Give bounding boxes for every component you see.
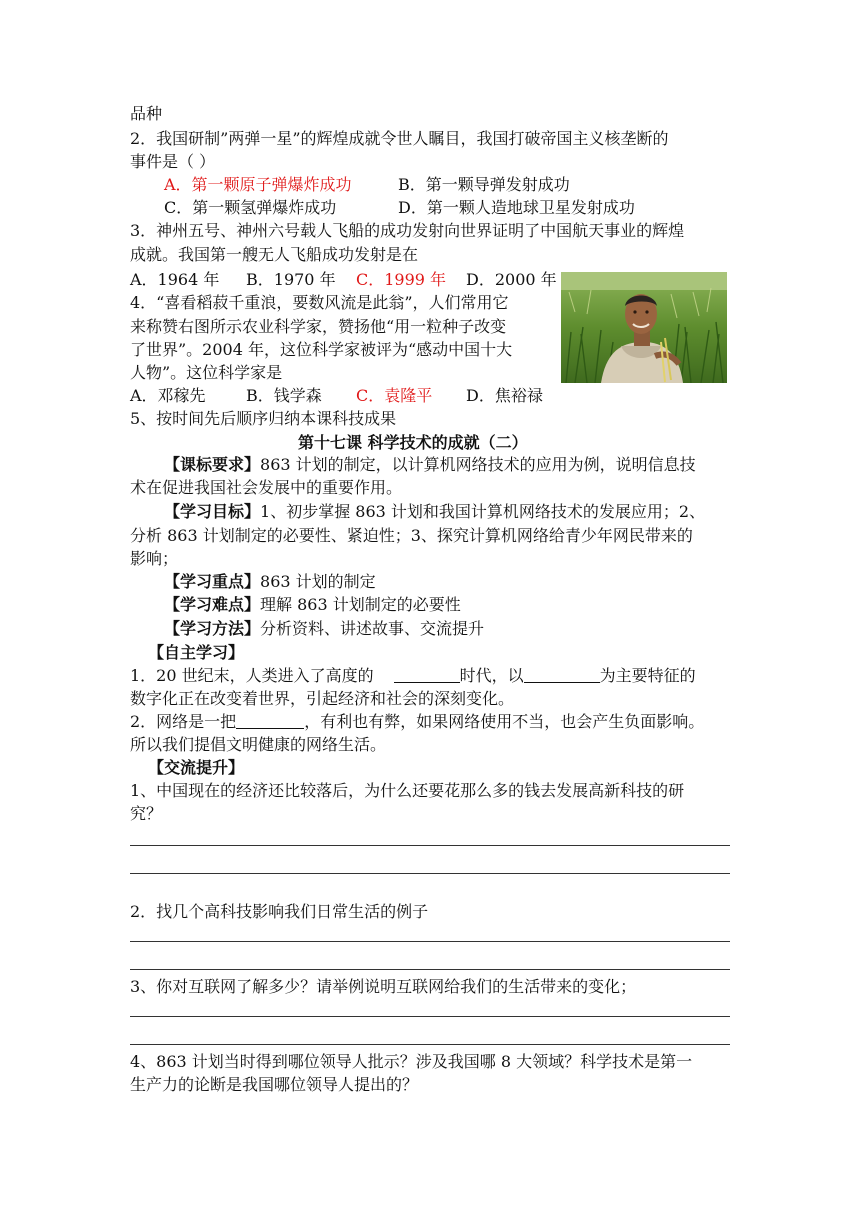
answer-line[interactable]: [130, 845, 730, 846]
q4-option-d: D．焦裕禄: [466, 386, 543, 405]
jiaoliu-q2: 2．找几个高科技影响我们日常生活的例子: [130, 902, 429, 921]
answer-line[interactable]: [130, 1044, 730, 1045]
top-fragment: 品种: [130, 104, 163, 123]
zhongdian-label: 【学习重点】: [164, 572, 261, 591]
q3-line1: 3．神州五号、神州六号载人飞船的成功发射向世界证明了中国航天事业的辉煌: [130, 221, 685, 240]
jiaoliu-label: 【交流提升】: [148, 758, 245, 777]
zizhu-q2-part-b: ，有利也有弊，如果网络使用不当，也会产生负面影响。: [304, 712, 705, 731]
fangfa-text: 分析资料、讲述故事、交流提升: [260, 619, 485, 638]
fill-blank[interactable]: [524, 666, 600, 683]
zizhu-q1-part-c: 为主要特征的: [599, 666, 696, 685]
zizhu-q1-line1: [130, 664, 696, 688]
rice-scientist-photo: [561, 272, 727, 383]
answer-line[interactable]: [130, 969, 730, 970]
answer-line[interactable]: [130, 941, 730, 942]
nandian-label: 【学习难点】: [164, 595, 261, 614]
kebiao-line2: 术在促进我国社会发展中的重要作用。: [130, 478, 403, 497]
q5-line: 5、按时间先后顺序归纳本课科技成果: [130, 409, 397, 428]
jiaoliu-q1-line1: 1、中国现在的经济还比较落后，为什么还要花那么多的钱去发展高新科技的研: [130, 781, 685, 800]
q3-option-d: D．2000 年: [466, 270, 557, 289]
q3-option-b: B．1970 年: [246, 270, 336, 289]
kebiao-text1: 863 计划的制定，以计算机网络技术的应用为例，说明信息技: [260, 455, 696, 474]
fill-blank[interactable]: [394, 666, 460, 683]
kebiao-label: 【课标要求】: [164, 455, 261, 474]
q2-line2: 事件是（ ）: [130, 152, 216, 171]
jiaoliu-q4-line2: 生产力的论断是我国哪位领导人提出的？: [130, 1075, 419, 1094]
jiaoliu-q1-line2: 究？: [130, 804, 163, 823]
q2-option-d: D．第一颗人造地球卫星发射成功: [398, 198, 635, 217]
nandian-text: 理解 863 计划制定的必要性: [260, 595, 461, 614]
kebiao-line1: [164, 453, 696, 477]
mubiao-text1: 1、初步掌握 863 计划和我国计算机网络技术的发展应用；2、: [260, 502, 706, 521]
lesson-title: 第十七课 科学技术的成就（二）: [298, 433, 528, 452]
fangfa-label: 【学习方法】: [164, 619, 261, 638]
mubiao-line2: 分析 863 计划制定的必要性、紧迫性；3、探究计算机网络给青少年网民带来的: [130, 526, 693, 545]
q4-line2: 来称赞右图所示农业科学家，赞扬他“用一粒种子改变: [130, 317, 507, 336]
q2-option-c: C．第一颗氢弹爆炸成功: [164, 198, 337, 217]
zizhu-q1-part-a: 1．20 世纪末，人类进入了高度的: [130, 666, 374, 685]
q4-line1: 4．“喜看稻菽千重浪，要数风流是此翁”，人们常用它: [130, 293, 509, 312]
zizhu-q2-line1: [130, 710, 704, 734]
q4-line3: 了世界”。2004 年，这位科学家被评为“感动中国十大: [130, 340, 513, 359]
fill-blank[interactable]: [236, 712, 304, 729]
q4-option-a: A．邓稼先: [130, 386, 206, 405]
q4-line4: 人物”。这位科学家是: [130, 363, 283, 382]
q3-option-a: A．1964 年: [130, 270, 220, 289]
q2-option-b: B．第一颗导弹发射成功: [398, 175, 570, 194]
mubiao-line3: 影响；: [130, 549, 179, 568]
zizhu-q2-part-a: 2．网络是一把: [130, 712, 237, 731]
answer-line[interactable]: [130, 873, 730, 874]
q2-option-a-answer: A．第一颗原子弹爆炸成功: [164, 175, 352, 194]
zizhu-label: 【自主学习】: [148, 643, 245, 662]
jiaoliu-q3: 3、你对互联网了解多少？请举例说明互联网给我们的生活带来的变化；: [130, 977, 637, 996]
zizhu-q2-line2: 所以我们提倡文明健康的网络生活。: [130, 735, 387, 754]
jiaoliu-q4-line1: 4、863 计划当时得到哪位领导人批示？涉及我国哪 8 大领域？科学技术是第一: [130, 1052, 693, 1071]
q4-option-c-answer: C．袁隆平: [356, 386, 433, 405]
zizhu-q1-part-b: 时代，以: [459, 666, 524, 685]
q4-option-b: B．钱学森: [246, 386, 322, 405]
answer-line[interactable]: [130, 1016, 730, 1017]
q3-option-c-answer: C．1999 年: [356, 270, 447, 289]
zizhu-q1-line2: 数字化正在改变着世界，引起经济和社会的深刻变化。: [130, 689, 515, 708]
mubiao-line1: [164, 500, 705, 524]
mubiao-label: 【学习目标】: [164, 502, 261, 521]
q2-line1: 2．我国研制”两弹一星”的辉煌成就令世人瞩目，我国打破帝国主义核垄断的: [130, 129, 669, 148]
fangfa-line: [164, 617, 484, 641]
zhongdian-line: [164, 570, 376, 594]
zhongdian-text: 863 计划的制定: [260, 572, 376, 591]
nandian-line: [164, 593, 461, 617]
q3-line2: 成就。我国第一艘无人飞船成功发射是在: [130, 245, 419, 264]
